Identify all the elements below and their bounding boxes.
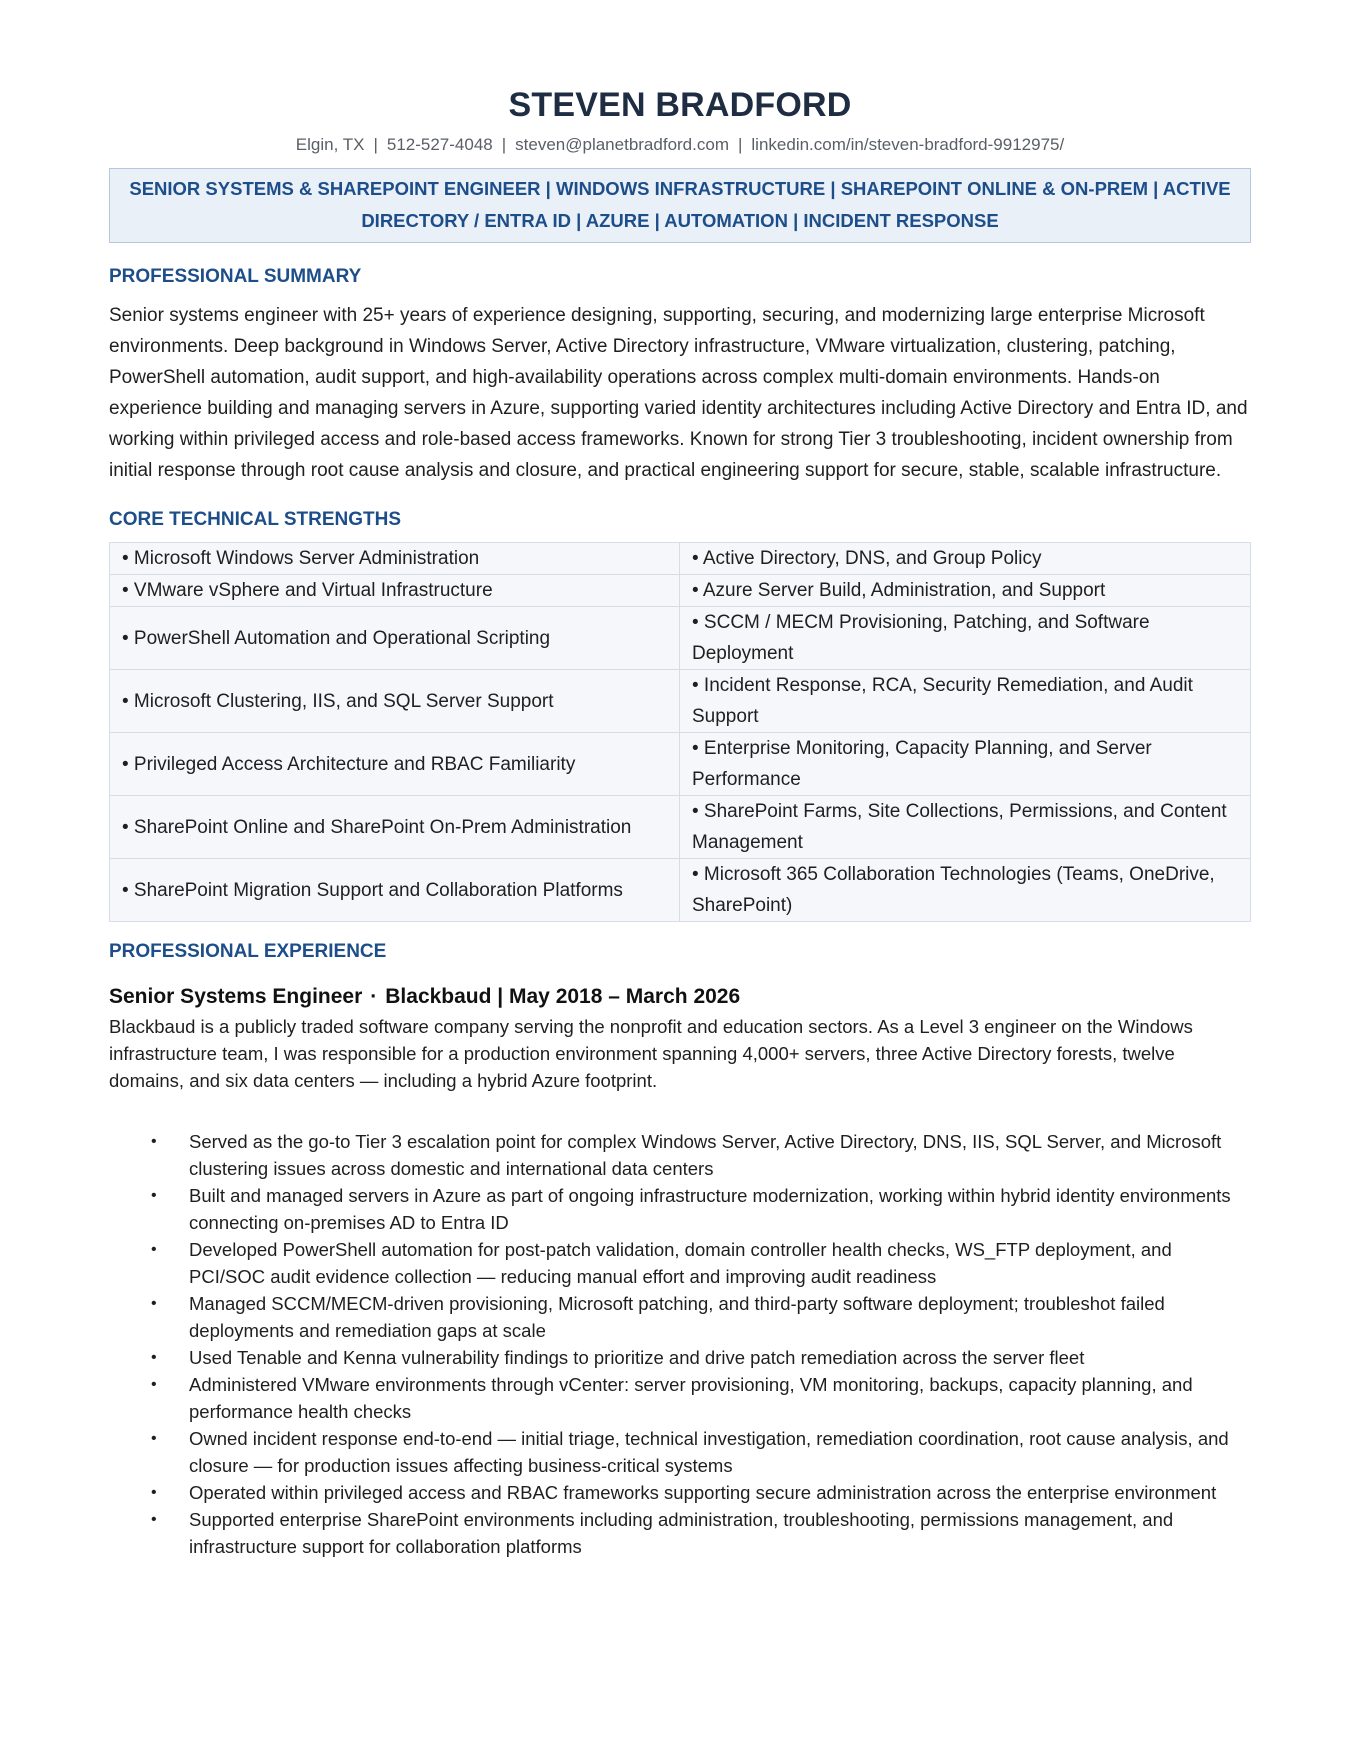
bullet-text: Managed SCCM/MECM-driven provisioning, Microsoft patching, and third-party software deployment; troubleshot failed deployments and remediation gaps at scale — [189, 1293, 1165, 1341]
contact-separator: | — [373, 135, 378, 154]
strengths-heading: CORE TECHNICAL STRENGTHS — [109, 509, 402, 530]
bullet-icon: • — [151, 1187, 157, 1204]
list-item — [109, 1479, 1251, 1506]
strength-cell: • Microsoft 365 Collaboration Technologies (Teams, OneDrive, SharePoint) — [680, 859, 1251, 922]
contact-email[interactable]: steven@planetbradford.com — [515, 135, 729, 154]
table-row — [110, 575, 1251, 607]
strength-cell: • Microsoft Windows Server Administration — [110, 543, 680, 575]
contact-separator: | — [737, 135, 743, 154]
table-row — [110, 859, 1251, 922]
list-item — [109, 1236, 1251, 1290]
contact-phone: 512-527-4048 — [386, 135, 493, 154]
bullet-text: Served as the go-to Tier 3 escalation point for complex Windows Server, Active Directory, DNS, IIS, SQL Server, and Microsoft clustering issues across domestic and international data centers — [189, 1131, 1222, 1179]
list-item — [109, 1371, 1251, 1425]
job-company-dates: Blackbaud | May 2018 – March 2026 — [385, 985, 741, 1008]
job-description: Blackbaud is a publicly traded software company serving the nonprofit and education sectors. As a Level 3 engineer on the Windows infrastructure team, I was responsible for a production environment spanning 4,000+ servers, three Active Directory forests, twelve domains, and six data centers — including a hybrid Azure footprint. — [109, 1016, 1193, 1091]
job-title-separator: · — [370, 985, 378, 1008]
experience-heading: PROFESSIONAL EXPERIENCE — [109, 941, 387, 962]
job-bullets — [109, 1128, 1251, 1560]
table-row — [110, 670, 1251, 733]
strength-cell: • Microsoft Clustering, IIS, and SQL Server Support — [110, 670, 680, 733]
resume-page — [109, 0, 1251, 1560]
bullet-text: Administered VMware environments through vCenter: server provisioning, VM monitoring, backups, capacity planning, and performance health checks — [189, 1374, 1193, 1422]
strength-cell: • SharePoint Online and SharePoint On-Prem Administration — [110, 796, 680, 859]
bullet-icon: • — [151, 1241, 157, 1258]
strength-cell: • Enterprise Monitoring, Capacity Planning, and Server Performance — [680, 733, 1251, 796]
contact-location: Elgin, TX — [295, 135, 365, 154]
table-row — [110, 607, 1251, 670]
list-item — [109, 1344, 1251, 1371]
list-item — [109, 1506, 1251, 1560]
strength-cell: • SharePoint Farms, Site Collections, Permissions, and Content Management — [680, 796, 1251, 859]
candidate-name: STEVEN BRADFORD — [508, 86, 852, 124]
table-row — [110, 796, 1251, 859]
bullet-icon: • — [151, 1133, 157, 1150]
bullet-icon: • — [151, 1430, 157, 1447]
bullet-text: Developed PowerShell automation for post-patch validation, domain controller health checks, WS_FTP deployment, and PCI/SOC audit evidence collection — reducing manual effort and improving audit readiness — [189, 1239, 1172, 1287]
strength-cell: • Incident Response, RCA, Security Remediation, and Audit Support — [680, 670, 1251, 733]
summary-text: Senior systems engineer with 25+ years of experience designing, supporting, securing, and modernizing large enterprise Microsoft environments. Deep background in Windows Server, Active Directory infrastructure, VMware virtualization, clustering, patching, PowerShell automation, audit support, and high-availability operations across complex multi-domain environments. Hands-on experience building and managing servers in Azure, supporting varied identity architectures including Active Directory and Entra ID, and working within privileged access and role-based access frameworks. Known for strong Tier 3 troubleshooting, incident ownership from initial response through root cause analysis and closure, and practical engineering support for secure, stable, scalable infrastructure. — [109, 305, 1248, 481]
list-item — [109, 1425, 1251, 1479]
bullet-icon: • — [151, 1376, 157, 1393]
bullet-text: Built and managed servers in Azure as part of ongoing infrastructure modernization, working within hybrid identity environments connecting on-premises AD to Entra ID — [189, 1185, 1231, 1233]
contact-linkedin[interactable]: linkedin.com/in/steven-bradford-9912975/ — [751, 135, 1065, 154]
list-item — [109, 1128, 1251, 1182]
strength-cell: • VMware vSphere and Virtual Infrastructure — [110, 575, 680, 607]
contact-separator: | — [501, 135, 507, 154]
list-item — [109, 1182, 1251, 1236]
table-row — [110, 733, 1251, 796]
headline-banner: SENIOR SYSTEMS & SHAREPOINT ENGINEER | WINDOWS INFRASTRUCTURE | SHAREPOINT ONLINE & ON-PREM | ACTIVE DIRECTORY / ENTRA ID | AZURE | AUTOMATION | INCIDENT RESPONSE — [109, 168, 1251, 243]
job-title — [109, 985, 1251, 1009]
strength-cell: • Azure Server Build, Administration, and Support — [680, 575, 1251, 607]
bullet-text: Owned incident response end-to-end — initial triage, technical investigation, remediation coordination, root cause analysis, and closure — for production issues affecting business-critical systems — [189, 1428, 1229, 1476]
contact-line — [109, 135, 1251, 155]
bullet-text: Operated within privileged access and RBAC frameworks supporting secure administration across the enterprise environment — [189, 1482, 1217, 1503]
strength-cell: • SharePoint Migration Support and Collaboration Platforms — [110, 859, 680, 922]
bullet-icon: • — [151, 1511, 157, 1528]
list-item — [109, 1290, 1251, 1344]
bullet-icon: • — [151, 1484, 157, 1501]
bullet-icon: • — [151, 1349, 157, 1366]
strength-cell: • Privileged Access Architecture and RBAC Familiarity — [110, 733, 680, 796]
strengths-table — [109, 542, 1251, 922]
bullet-text: Used Tenable and Kenna vulnerability findings to prioritize and drive patch remediation across the server fleet — [189, 1347, 1085, 1368]
job-role: Senior Systems Engineer — [109, 985, 363, 1008]
strength-cell: • Active Directory, DNS, and Group Policy — [680, 543, 1251, 575]
strength-cell: • PowerShell Automation and Operational Scripting — [110, 607, 680, 670]
bullet-text: Supported enterprise SharePoint environments including administration, troubleshooting, permissions management, and infrastructure support for collaboration platforms — [189, 1509, 1174, 1557]
summary-heading: PROFESSIONAL SUMMARY — [109, 266, 362, 287]
bullet-icon: • — [151, 1295, 157, 1312]
table-row — [110, 543, 1251, 575]
strength-cell: • SCCM / MECM Provisioning, Patching, and Software Deployment — [680, 607, 1251, 670]
